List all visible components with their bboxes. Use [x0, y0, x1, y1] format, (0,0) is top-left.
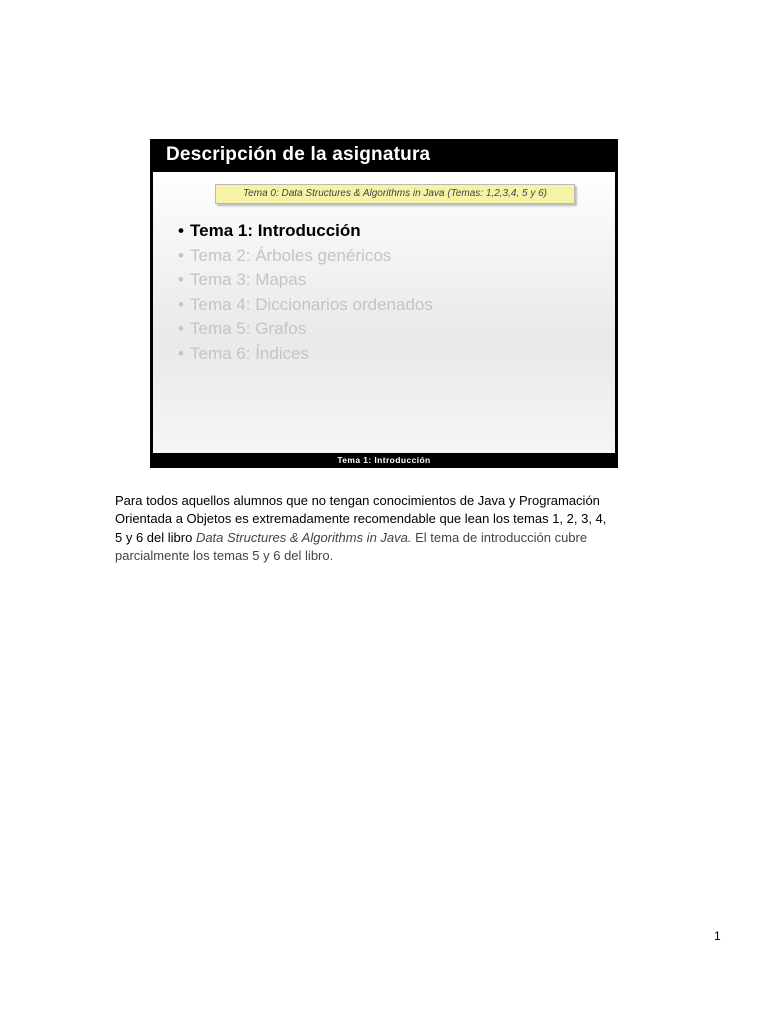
topic-label: Tema 5: Grafos: [190, 319, 307, 339]
topic-item: [178, 342, 433, 367]
book-title: Data Structures & Algorithms in Java.: [195, 529, 412, 545]
note-line: El tema de introducción cubre: [411, 529, 588, 545]
note-line: Para todos aquellos alumnos que no tengan conocimientos de Java y Programación: [115, 493, 600, 508]
bullet: •: [178, 343, 184, 363]
topic-item: [178, 244, 433, 269]
slide-callout: Tema 0: Data Structures & Algorithms in Java (Temas: 1,2,3,4, 5 y 6): [215, 184, 575, 204]
topic-label: Tema 3: Mapas: [190, 270, 307, 290]
bullet: •: [178, 245, 184, 265]
topic-list: [178, 219, 433, 367]
topic-label: Tema 6: Índices: [190, 343, 310, 363]
bullet: •: [178, 319, 184, 339]
note-line: Orientada a Objetos es extremadamente recomendable que lean los temas 1, 2, 3, 4,: [115, 511, 607, 527]
topic-item: [178, 293, 433, 318]
topic-label: Tema 1: Introducción: [190, 221, 361, 240]
slide-notes: [115, 492, 665, 565]
slide-header: [150, 139, 618, 172]
note-line: parcialmente los temas 5 y 6 del libro.: [115, 547, 334, 563]
bullet: •: [178, 270, 184, 290]
page-number: 1: [714, 929, 721, 943]
topic-label: Tema 2: Árboles genéricos: [190, 245, 392, 265]
topic-item: [178, 219, 433, 244]
topic-label: Tema 4: Diccionarios ordenados: [190, 294, 433, 314]
note-line: 5 y 6 del libro: [115, 529, 196, 545]
topic-item: [178, 317, 433, 342]
bullet: •: [178, 294, 184, 314]
bullet: •: [178, 221, 184, 240]
topic-item: [178, 268, 433, 293]
slide-thumbnail: [150, 139, 618, 468]
slide-footer: Tema 1: Introducción: [150, 453, 618, 468]
slide-title: Descripción de la asignatura: [166, 144, 431, 165]
slide-body: [153, 172, 615, 453]
